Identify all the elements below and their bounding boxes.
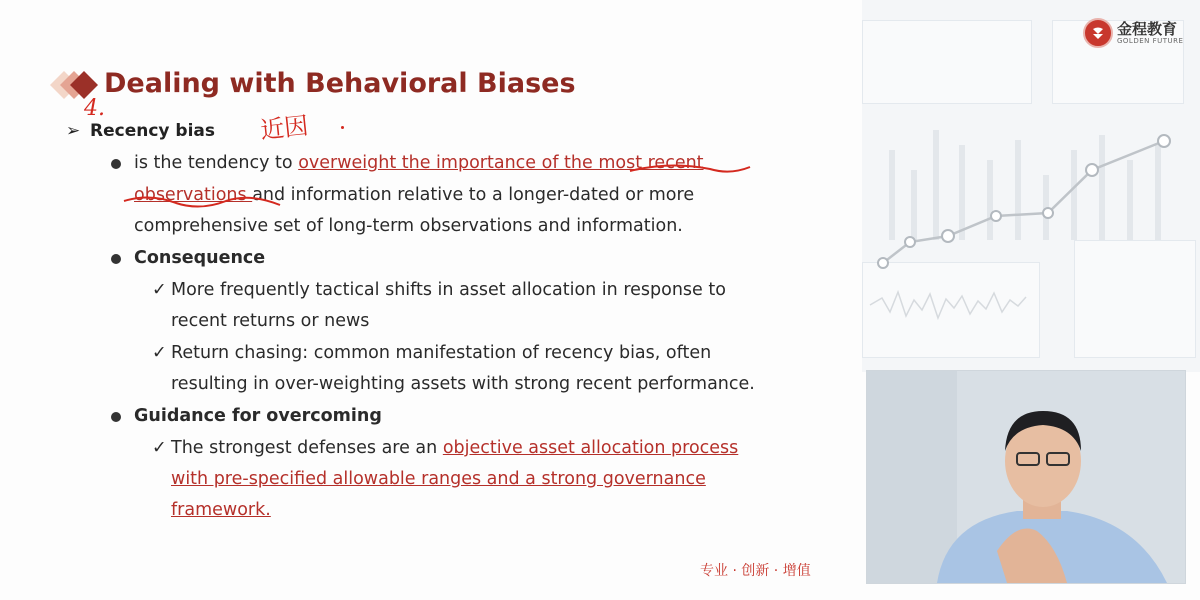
guidance-line-1 <box>171 438 738 458</box>
guidance-line-3: framework. <box>171 500 271 520</box>
consequence-heading: Consequence <box>134 248 266 268</box>
handwritten-number: 4. <box>84 96 105 121</box>
company-logo <box>1083 18 1183 48</box>
consequence-item-1-line-1: More frequently tactical shifts in asset allocation in response to <box>171 280 726 300</box>
definition-highlight: overweight the importance of the most recent <box>298 153 704 173</box>
definition-text: is the tendency to <box>134 153 299 173</box>
guidance-line-2: with pre-specified allowable ranges and a strong governance <box>171 469 706 489</box>
bullet-icon <box>111 412 121 422</box>
presenter-image <box>867 371 1185 583</box>
definition-text-2: and information relative to a longer-dated or more <box>252 185 695 205</box>
bullet-icon <box>111 254 121 264</box>
consequence-item-2-line-1: Return chasing: common manifestation of recency bias, often <box>171 343 712 363</box>
guidance-highlight: objective asset allocation process <box>442 438 739 458</box>
definition-highlight-2: observations <box>134 185 253 205</box>
logo-emblem-icon <box>1083 18 1113 48</box>
check-icon: ✓ <box>152 280 167 300</box>
guidance-text: The strongest defenses are an <box>171 438 443 458</box>
handwritten-underline-scribble <box>110 155 810 215</box>
section-heading <box>66 121 215 141</box>
background-graphic <box>862 0 1200 372</box>
presenter-video <box>866 370 1186 584</box>
check-icon: ✓ <box>152 438 167 458</box>
definition-line-3: comprehensive set of long-term observations and information. <box>134 216 683 236</box>
consequence-item-1-line-2: recent returns or news <box>171 311 370 331</box>
slide-title: Dealing with Behavioral Biases <box>104 68 576 99</box>
consequence-item-2-line-2: resulting in over-weighting assets with strong recent performance. <box>171 374 755 394</box>
line-chart-graphic <box>862 0 1200 372</box>
handwritten-chinese-note: 近因 <box>258 111 310 145</box>
section-label: Recency bias <box>90 121 215 141</box>
logo-english-text: GOLDEN FUTURE <box>1117 37 1184 45</box>
arrow-bullet-icon: ➢ <box>66 121 81 141</box>
check-icon: ✓ <box>152 343 167 363</box>
logo-chinese-text: 金程教育 <box>1117 20 1178 38</box>
handwritten-dot <box>341 126 344 129</box>
footer-slogan: 专业 · 创新 · 增值 <box>700 563 811 579</box>
guidance-heading: Guidance for overcoming <box>134 406 382 426</box>
